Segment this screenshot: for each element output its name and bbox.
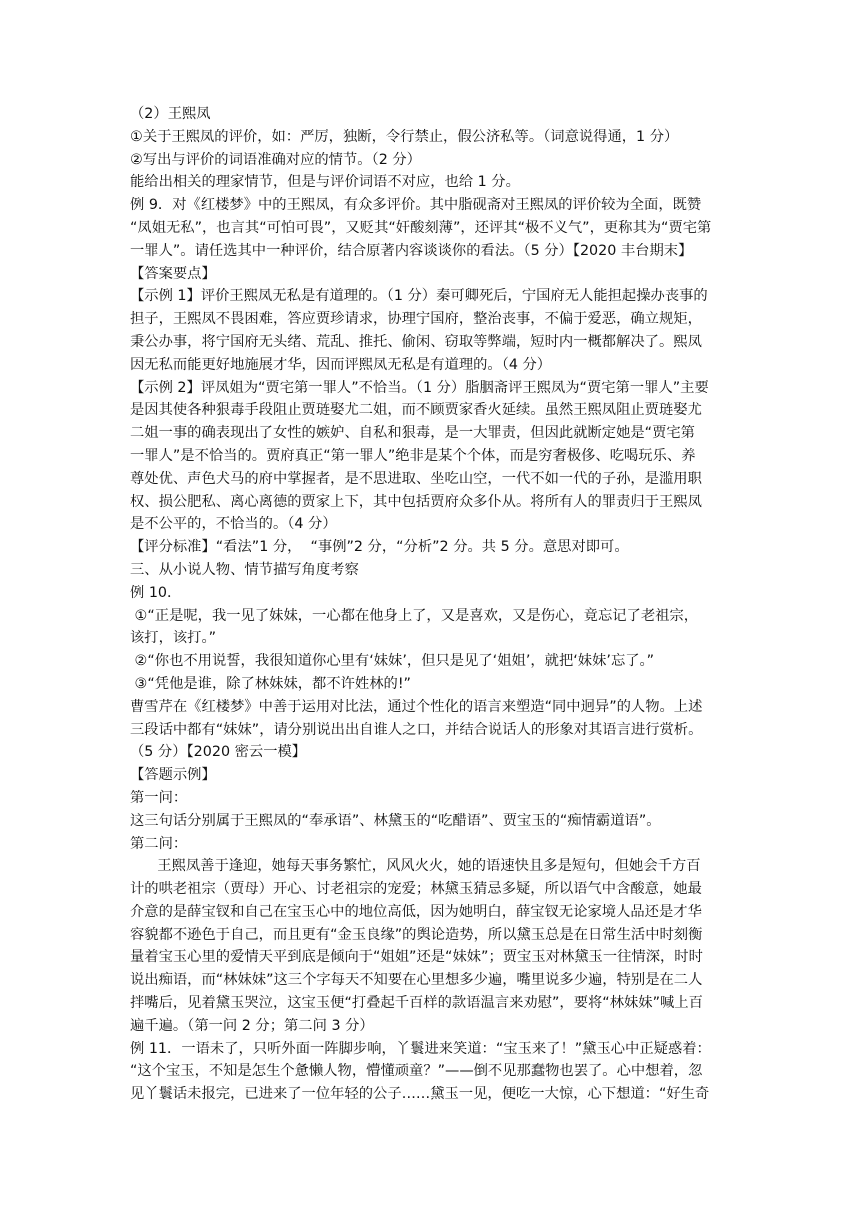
text-line: “凤姐无私”，也言其“可怕可畏”，又贬其“奸酸刻薄”，还评其“极不义气”，更称其为“贾宅第 [130,219,712,236]
text-line: ②“你也不用说誓，我很知道你心里有‘妹妹’，但只是见了‘姐姐’，就把‘妹妹’忘了。” [130,653,655,670]
text-line: 量着宝玉心里的爱情天平到底是倾向于“姐姐”还是“妹妹”；贾宝玉对林黛玉一往情深，时时 [130,949,703,966]
text-line: （5 分）【2020 密云一模】 [130,744,307,761]
text-line: 【示例 1】评价王熙凤无私是有道理的。（1 分）秦可卿死后，宁国府无人能担起操办丧事的 [130,288,708,305]
text-line: （2）王熙凤 [130,106,211,122]
text-line: 【答案要点】 [130,265,216,282]
text-line: 三段话中都有“妹妹”，请分别说出出自谁人之口，并结合说话人的形象对其语言进行赏析。 [130,721,703,738]
text-line [130,1106,730,1129]
text-line: 见丫鬟话未报完，已进来了一位年轻的公子……黛玉一见，便吃一大惊，心下想道：“好生奇 [130,1086,710,1103]
text-line: 介意的是薛宝钗和自己在宝玉心中的地位高低，因为她明白，薛宝钗无论家境人品还是才华 [130,903,702,920]
text-line: 因无私而能更好地施展才华，因而评熙凤无私是有道理的。（4 分） [130,356,552,373]
text-line: 例 11．一语未了，只听外面一阵脚步响，丫鬟进来笑道：“宝玉来了！”黛玉心中正疑惑着： [130,1040,711,1057]
text-line: 第二问： [130,835,188,852]
text-line: 例 9．对《红楼梦》中的王熙凤，有众多评价。其中脂砚斋对王熙凤的评价较为全面，既赞 [130,197,702,214]
text-line: 说出痴语，而“林妹妹”这三个字每天不知要在心里想多少遍，嘴里说多少遍，特别是在二人 [130,972,703,989]
text-line: 秉公办事，将宁国府无头绪、荒乱、推托、偷闲、窃取等弊端，短时内一概都解决了。熙凤 [130,333,702,350]
text-line: 担子，王熙凤不畏困难，答应贾珍请求，协理宁国府，整治丧事，不偏于爱恶，确立规矩， [130,311,702,328]
text-line: 一罪人”。请任选其中一种评价，结合原著内容谈谈你的看法。（5 分）【2020 丰台期末】 [130,242,693,259]
text-line: “这个宝玉，不知是怎生个惫懒人物，懵懂顽童？”——倒不见那蠢物也罢了。心中想着，忽 [130,1063,703,1080]
text-line: 尊处优、声色犬马的府中掌握者，是不思进取、坐吃山空，一代不如一代的子孙，是滥用职 [130,470,702,487]
text-line: 一罪人”是不恰当的。贾府真正“第一罪人”绝非是某个个体，而是穷奢极侈、吃喝玩乐、养 [130,447,696,464]
text-line: 是不公平的，不恰当的。（4 分） [130,516,337,533]
text-line: 权、损公肥私、离心离德的贾家上下，其中包括贾府众多仆从。将所有人的罪责归于王熙凤 [130,493,702,510]
text-line: 【评分标准】“看法”1 分， “事例”2 分，“分析”2 分。共 5 分。意思对即可。 [130,539,629,556]
text-line: 二姐一事的确表现出了女性的嫉妒、自私和狠毒，是一大罪责，但因此就断定她是“贾宅第 [130,425,695,442]
text-line: 第一问： [130,789,188,806]
text-line: 能给出相关的理家情节，但是与评价词语不对应，也给 1 分。 [130,174,520,191]
text-line: 【答题示例】 [130,767,216,784]
text-line: ③“凭他是谁，除了林妹妹，都不许姓林的!” [130,675,411,692]
text-line: 计的哄老祖宗（贾母）开心、讨老祖宗的宠爱；林黛玉猜忌多疑，所以语气中含酸意，她最 [130,881,702,898]
text-line: ②写出与评价的词语准确对应的情节。（2 分） [130,151,421,168]
text-line: 该打，该打。” [130,630,217,647]
text-line: 容貌都不逊色于自己，而且更有“金玉良缘”的舆论造势，所以黛玉总是在日常生活中时刻衡 [130,926,703,943]
document-page [130,103,730,1129]
section-heading: 三、从小说人物、情节描写角度考察 [130,561,359,578]
text-line: 这三句话分别属于王熙凤的“奉承语”、林黛玉的“吃醋语”、贾宝玉的“痴情霸道语”。 [130,812,661,829]
text-line: ①关于王熙凤的评价，如：严厉，独断，令行禁止，假公济私等。（词意说得通，1 分） [130,128,679,145]
text-line: 例 10． [130,584,182,601]
text-line: 【示例 2】评凤姐为“贾宅第一罪人”不恰当。（1 分）脂胭斋评王熙凤为“贾宅第一罪人”主要 [130,379,709,396]
text-line: ①“正是呢，我一见了妹妹，一心都在他身上了，又是喜欢，又是伤心，竟忘记了老祖宗， [130,607,699,624]
text-line: 曹雪芹在《红楼梦》中善于运用对比法，通过个性化的语言来塑造“同中迥异”的人物。上述 [130,698,703,715]
text-line: 是因其使各种狠毒手段阻止贾琏娶尤二姐，而不顾贾家香火延续。虽然王熙凤阻止贾琏娶尤 [130,402,702,419]
text-line: 遍千遍。（第一问 2 分；第二问 3 分） [130,1017,374,1034]
text-line: 王熙凤善于逢迎，她每天事务繁忙，风风火火，她的语速快且多是短句，但她会千方百 [130,858,701,875]
text-line: 拌嘴后，见着黛玉哭泣，这宝玉便“打叠起千百样的款语温言来劝慰”，要将“林妹妹”喊上百 [130,995,703,1012]
